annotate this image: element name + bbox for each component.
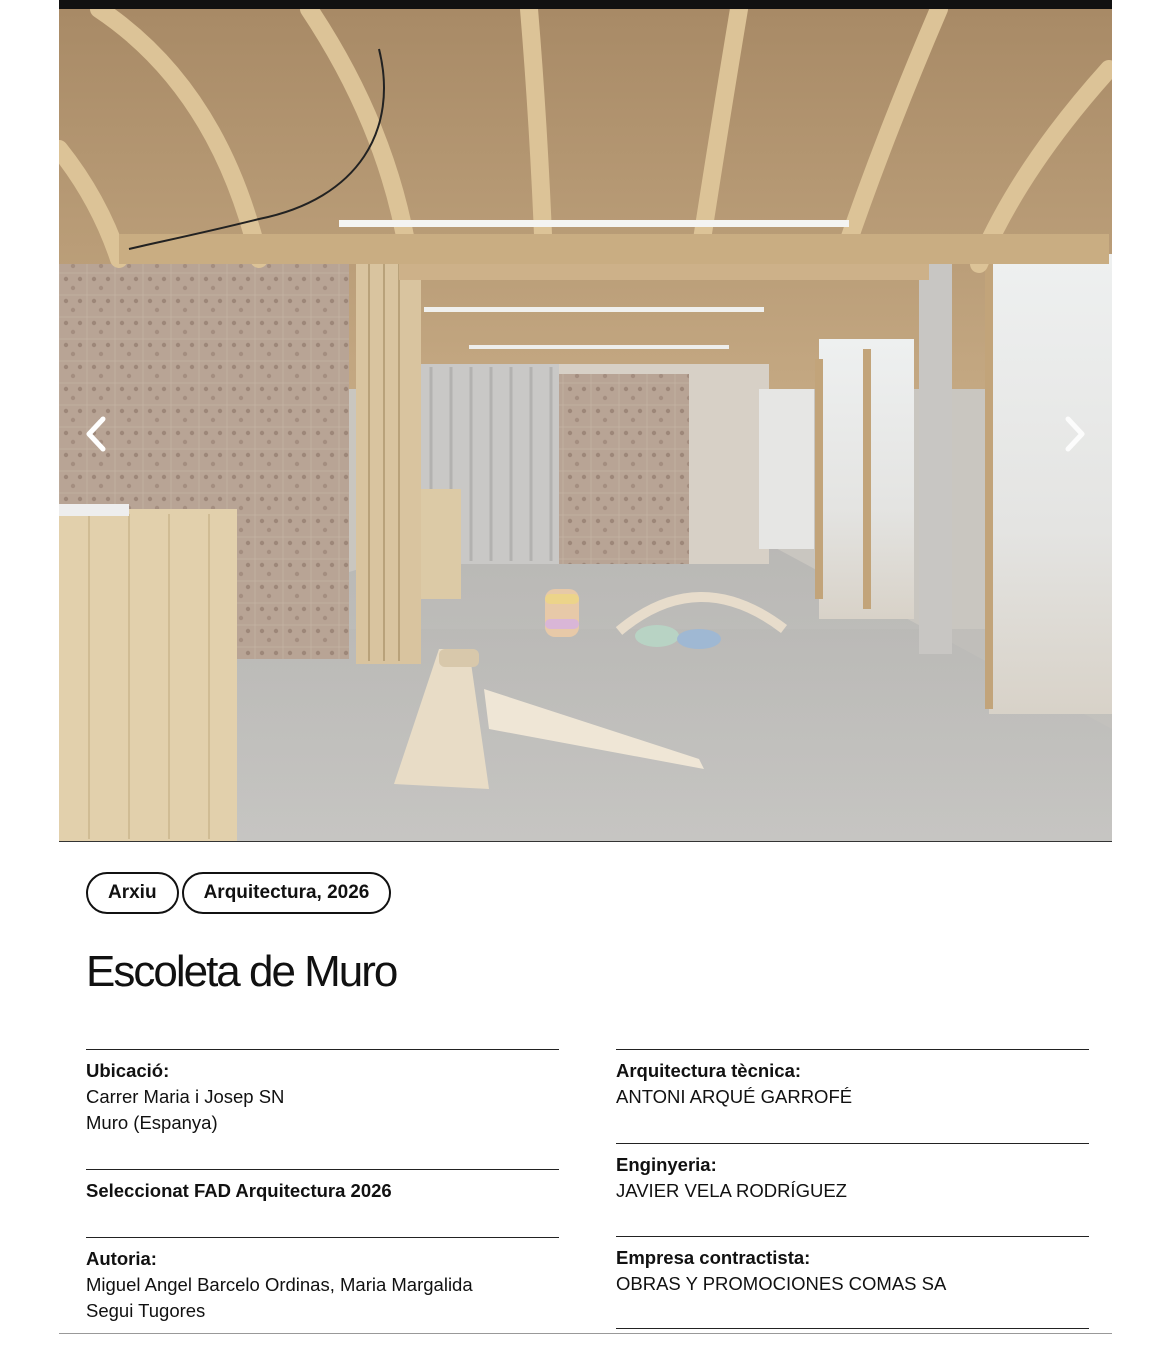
contractor-label: Empresa contractista: xyxy=(616,1247,811,1268)
technical-architecture-block xyxy=(616,1049,1089,1143)
divider xyxy=(59,1333,1112,1334)
authors-value: Miguel Angel Barcelo Ordinas, Maria Margalida xyxy=(86,1274,473,1295)
selection-block xyxy=(86,1169,559,1237)
project-details-right xyxy=(616,1049,1089,1337)
selection-label: Seleccionat FAD Arquitectura 2026 xyxy=(86,1180,392,1201)
authors-value: Segui Tugores xyxy=(86,1300,206,1321)
technical-architecture-value: ANTONI ARQUÉ GARROFÉ xyxy=(616,1086,853,1107)
chevron-left-icon xyxy=(84,416,108,452)
tag-list xyxy=(86,872,391,914)
tag-category-year[interactable]: Arquitectura, 2026 xyxy=(182,872,392,914)
carousel-next-button[interactable] xyxy=(1050,404,1100,464)
engineering-label: Enginyeria: xyxy=(616,1154,717,1175)
project-details-left xyxy=(86,1049,559,1337)
top-bar xyxy=(59,0,1112,9)
page-title: Escoleta de Muro xyxy=(86,947,397,996)
divider xyxy=(59,841,1112,842)
authors-label: Autoria: xyxy=(86,1248,157,1269)
project-photo xyxy=(59,9,1112,841)
chevron-right-icon xyxy=(1063,416,1087,452)
authors-block xyxy=(86,1237,559,1337)
carousel-prev-button[interactable] xyxy=(71,404,121,464)
location-line: Carrer Maria i Josep SN xyxy=(86,1086,285,1107)
technical-architecture-label: Arquitectura tècnica: xyxy=(616,1060,802,1081)
engineering-value: JAVIER VELA RODRÍGUEZ xyxy=(616,1180,847,1201)
location-block xyxy=(86,1049,559,1169)
location-label: Ubicació: xyxy=(86,1060,170,1081)
engineering-block xyxy=(616,1143,1089,1236)
project-photo-carousel[interactable] xyxy=(59,9,1112,841)
location-line: Muro (Espanya) xyxy=(86,1112,218,1133)
tag-archive[interactable]: Arxiu xyxy=(86,872,179,914)
contractor-block xyxy=(616,1236,1089,1328)
contractor-value: OBRAS Y PROMOCIONES COMAS SA xyxy=(616,1273,947,1294)
